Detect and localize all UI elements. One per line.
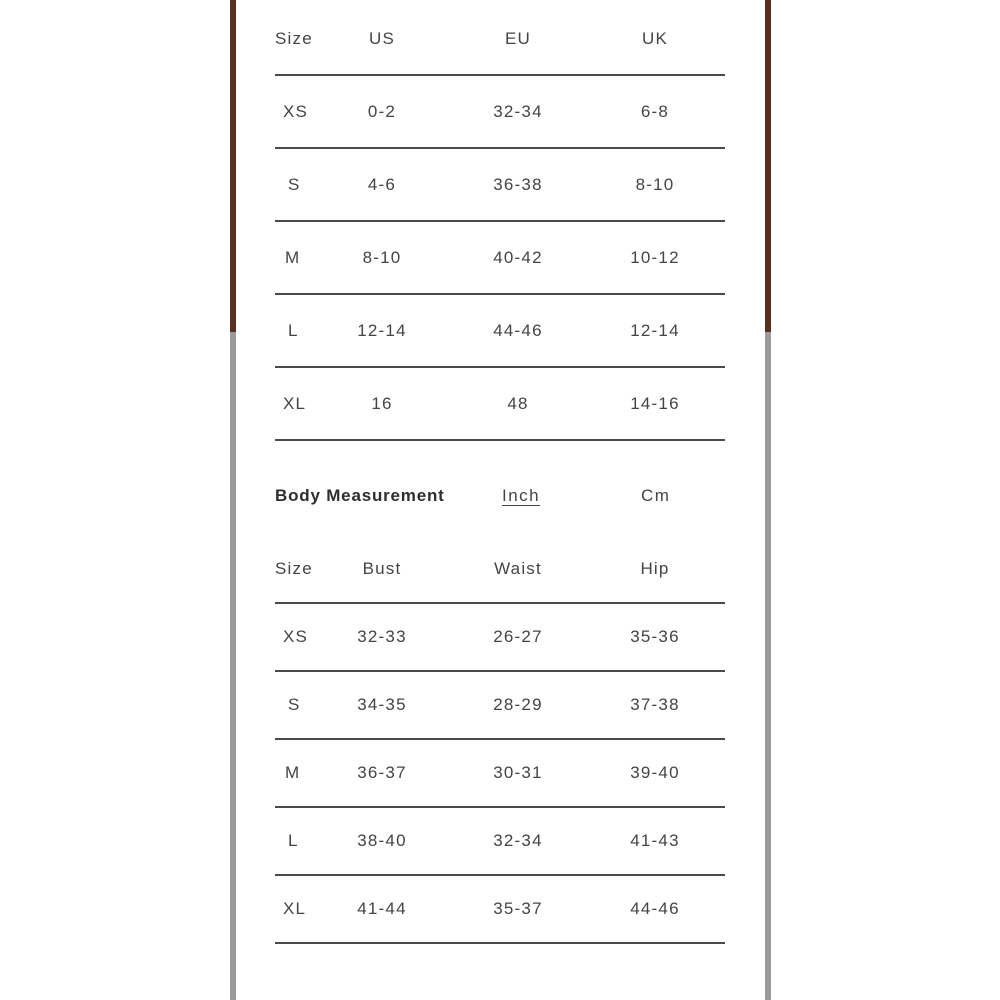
table-row [275, 672, 725, 740]
us-cell: 16 [371, 393, 393, 413]
size-cell: M [285, 247, 301, 267]
eu-cell: 36-38 [493, 174, 543, 194]
waist-cell: 35-37 [493, 899, 543, 918]
us-cell: 0-2 [367, 101, 397, 121]
table-row [275, 740, 725, 808]
uk-cell: 10-12 [630, 247, 680, 267]
body-measurement-header [275, 480, 725, 512]
size-cell: S [288, 695, 301, 714]
waist-cell: 28-29 [493, 695, 543, 714]
bust-cell: 41-44 [357, 899, 407, 918]
eu-cell: 40-42 [493, 247, 543, 267]
bust-cell: 38-40 [357, 831, 407, 850]
eu-cell: 32-34 [493, 101, 543, 121]
size-cell: XL [283, 393, 307, 413]
table-row [275, 149, 725, 222]
column-header-size: Size [275, 29, 313, 48]
column-header-bust: Bust [362, 559, 402, 578]
unit-inch-toggle[interactable]: Inch [502, 486, 541, 505]
uk-cell: 14-16 [630, 393, 680, 413]
table-row [275, 295, 725, 368]
hip-cell: 41-43 [630, 831, 680, 850]
table-row [275, 76, 725, 149]
size-cell: XS [283, 627, 309, 646]
hip-cell: 44-46 [630, 899, 680, 918]
bust-cell: 36-37 [357, 763, 407, 782]
us-cell: 12-14 [357, 320, 407, 340]
uk-cell: 8-10 [635, 174, 675, 194]
table-row [275, 876, 725, 944]
waist-cell: 26-27 [493, 627, 543, 646]
hip-cell: 37-38 [630, 695, 680, 714]
table-header-row [275, 529, 725, 604]
size-cell: S [288, 174, 301, 194]
table-row [275, 604, 725, 672]
column-header-hip: Hip [640, 559, 670, 578]
table-header-row [275, 0, 725, 76]
size-cell: L [288, 320, 299, 340]
table-row [275, 808, 725, 876]
bust-cell: 32-33 [357, 627, 407, 646]
uk-cell: 6-8 [640, 101, 670, 121]
size-conversion-table [275, 0, 725, 441]
bust-cell: 34-35 [357, 695, 407, 714]
waist-cell: 30-31 [493, 763, 543, 782]
uk-cell: 12-14 [630, 320, 680, 340]
hip-cell: 35-36 [630, 627, 680, 646]
column-header-waist: Waist [494, 559, 542, 578]
size-cell: XL [283, 899, 307, 918]
hip-cell: 39-40 [630, 763, 680, 782]
eu-cell: 44-46 [493, 320, 543, 340]
body-measurement-title: Body Measurement [275, 486, 445, 505]
table-row [275, 222, 725, 295]
body-measurement-table [275, 529, 725, 944]
column-header-uk: UK [641, 29, 669, 48]
table-row [275, 368, 725, 441]
waist-cell: 32-34 [493, 831, 543, 850]
size-cell: XS [283, 101, 309, 121]
eu-cell: 48 [507, 393, 529, 413]
unit-cm-toggle[interactable]: Cm [641, 486, 671, 505]
column-header-eu: EU [504, 29, 532, 48]
us-cell: 8-10 [362, 247, 402, 267]
column-header-size: Size [275, 559, 313, 578]
size-cell: L [288, 831, 299, 850]
us-cell: 4-6 [367, 174, 397, 194]
column-header-us: US [368, 29, 396, 48]
size-cell: M [285, 763, 301, 782]
